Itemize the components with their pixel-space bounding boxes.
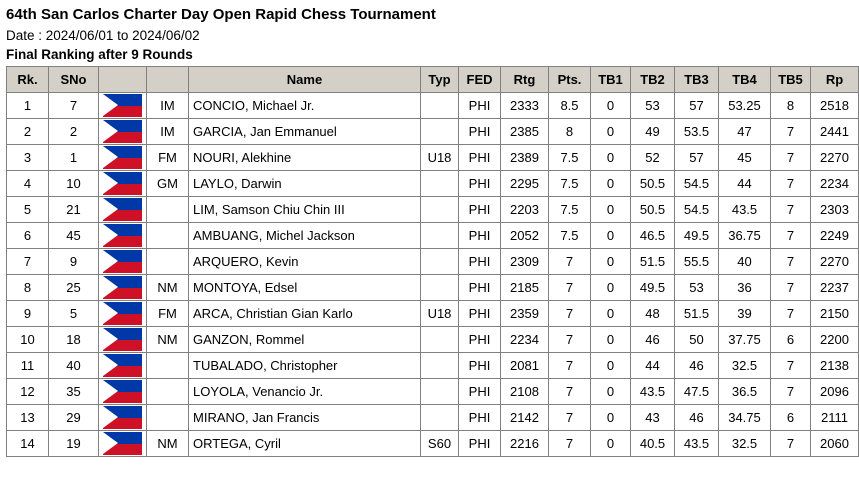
cell-pts: 7.5 xyxy=(549,171,591,197)
cell-tb3: 54.5 xyxy=(675,197,719,223)
philippines-flag xyxy=(99,431,147,457)
table-row xyxy=(7,379,859,405)
cell-fed: PHI xyxy=(459,249,501,275)
column-header-tb5[interactable]: TB5 xyxy=(771,67,811,93)
cell-tb5: 7 xyxy=(771,275,811,301)
cell-sno: 40 xyxy=(49,353,99,379)
cell-rp: 2303 xyxy=(811,197,859,223)
table-row xyxy=(7,119,859,145)
cell-tb4: 40 xyxy=(719,249,771,275)
cell-pts: 7 xyxy=(549,405,591,431)
cell-tb1: 0 xyxy=(591,171,631,197)
final-ranking-table xyxy=(6,66,859,457)
cell-tb1: 0 xyxy=(591,145,631,171)
cell-typ xyxy=(421,405,459,431)
cell-rtg: 2142 xyxy=(501,405,549,431)
cell-typ xyxy=(421,249,459,275)
philippines-flag xyxy=(99,405,147,431)
cell-fed: PHI xyxy=(459,379,501,405)
cell-rk: 14 xyxy=(7,431,49,457)
cell-sno: 10 xyxy=(49,171,99,197)
column-header-tb3[interactable]: TB3 xyxy=(675,67,719,93)
cell-tb5: 7 xyxy=(771,145,811,171)
cell-tb3: 49.5 xyxy=(675,223,719,249)
cell-rp: 2270 xyxy=(811,249,859,275)
cell-pts: 7 xyxy=(549,249,591,275)
table-row xyxy=(7,223,859,249)
column-header-flag xyxy=(99,67,147,93)
philippines-flag xyxy=(99,327,147,353)
column-header-rk[interactable]: Rk. xyxy=(7,67,49,93)
cell-rtg: 2389 xyxy=(501,145,549,171)
cell-sno: 7 xyxy=(49,93,99,119)
cell-rp: 2150 xyxy=(811,301,859,327)
table-row xyxy=(7,301,859,327)
cell-sno: 2 xyxy=(49,119,99,145)
cell-typ: U18 xyxy=(421,301,459,327)
cell-tb1: 0 xyxy=(591,275,631,301)
cell-rk: 10 xyxy=(7,327,49,353)
cell-typ xyxy=(421,327,459,353)
cell-name: NOURI, Alekhine xyxy=(189,145,421,171)
cell-rp: 2200 xyxy=(811,327,859,353)
cell-tb4: 34.75 xyxy=(719,405,771,431)
cell-tb3: 51.5 xyxy=(675,301,719,327)
cell-name: LIM, Samson Chiu Chin III xyxy=(189,197,421,223)
cell-rk: 11 xyxy=(7,353,49,379)
cell-fed: PHI xyxy=(459,171,501,197)
cell-tb1: 0 xyxy=(591,327,631,353)
cell-typ xyxy=(421,223,459,249)
cell-typ xyxy=(421,379,459,405)
cell-sno: 29 xyxy=(49,405,99,431)
cell-pts: 7 xyxy=(549,327,591,353)
cell-title: FM xyxy=(147,301,189,327)
cell-tb5: 7 xyxy=(771,171,811,197)
cell-tb1: 0 xyxy=(591,301,631,327)
cell-rk: 1 xyxy=(7,93,49,119)
column-header-tb4[interactable]: TB4 xyxy=(719,67,771,93)
cell-tb5: 7 xyxy=(771,353,811,379)
cell-rk: 3 xyxy=(7,145,49,171)
cell-typ xyxy=(421,275,459,301)
tournament-date: Date : 2024/06/01 to 2024/06/02 xyxy=(6,28,200,43)
cell-rp: 2518 xyxy=(811,93,859,119)
philippines-flag xyxy=(99,93,147,119)
cell-title: IM xyxy=(147,119,189,145)
cell-name: LAYLO, Darwin xyxy=(189,171,421,197)
cell-fed: PHI xyxy=(459,119,501,145)
column-header-tb1[interactable]: TB1 xyxy=(591,67,631,93)
table-row xyxy=(7,327,859,353)
column-header-tb2[interactable]: TB2 xyxy=(631,67,675,93)
cell-title xyxy=(147,249,189,275)
cell-name: GARCIA, Jan Emmanuel xyxy=(189,119,421,145)
philippines-flag xyxy=(99,145,147,171)
cell-rk: 7 xyxy=(7,249,49,275)
cell-name: ARCA, Christian Gian Karlo xyxy=(189,301,421,327)
cell-title: FM xyxy=(147,145,189,171)
table-row xyxy=(7,93,859,119)
cell-rk: 2 xyxy=(7,119,49,145)
cell-fed: PHI xyxy=(459,223,501,249)
table-row xyxy=(7,171,859,197)
cell-tb4: 44 xyxy=(719,171,771,197)
cell-rp: 2060 xyxy=(811,431,859,457)
column-header-rtg[interactable]: Rtg xyxy=(501,67,549,93)
cell-tb4: 36.5 xyxy=(719,379,771,405)
cell-tb4: 43.5 xyxy=(719,197,771,223)
cell-tb2: 44 xyxy=(631,353,675,379)
column-header-typ[interactable]: Typ xyxy=(421,67,459,93)
cell-tb1: 0 xyxy=(591,431,631,457)
cell-tb5: 6 xyxy=(771,405,811,431)
cell-tb4: 32.5 xyxy=(719,353,771,379)
cell-title xyxy=(147,405,189,431)
cell-rk: 4 xyxy=(7,171,49,197)
cell-tb3: 53.5 xyxy=(675,119,719,145)
page-title: 64th San Carlos Charter Day Open Rapid Chess Tournament xyxy=(6,6,436,23)
cell-pts: 7 xyxy=(549,379,591,405)
cell-rk: 9 xyxy=(7,301,49,327)
cell-title: NM xyxy=(147,275,189,301)
cell-tb2: 53 xyxy=(631,93,675,119)
cell-fed: PHI xyxy=(459,405,501,431)
philippines-flag xyxy=(99,353,147,379)
cell-tb4: 39 xyxy=(719,301,771,327)
cell-title: GM xyxy=(147,171,189,197)
cell-rk: 6 xyxy=(7,223,49,249)
cell-fed: PHI xyxy=(459,93,501,119)
cell-rp: 2234 xyxy=(811,171,859,197)
philippines-flag xyxy=(99,301,147,327)
cell-tb1: 0 xyxy=(591,405,631,431)
philippines-flag xyxy=(99,249,147,275)
cell-tb4: 45 xyxy=(719,145,771,171)
cell-name: LOYOLA, Venancio Jr. xyxy=(189,379,421,405)
cell-tb2: 43.5 xyxy=(631,379,675,405)
table-row xyxy=(7,431,859,457)
cell-tb5: 7 xyxy=(771,431,811,457)
cell-tb1: 0 xyxy=(591,119,631,145)
column-header-title xyxy=(147,67,189,93)
cell-rtg: 2234 xyxy=(501,327,549,353)
cell-rk: 8 xyxy=(7,275,49,301)
cell-tb4: 53.25 xyxy=(719,93,771,119)
table-row xyxy=(7,249,859,275)
cell-rp: 2249 xyxy=(811,223,859,249)
cell-tb3: 57 xyxy=(675,93,719,119)
philippines-flag xyxy=(99,197,147,223)
cell-tb2: 49.5 xyxy=(631,275,675,301)
philippines-flag xyxy=(99,223,147,249)
cell-tb4: 47 xyxy=(719,119,771,145)
cell-tb2: 50.5 xyxy=(631,197,675,223)
cell-title: NM xyxy=(147,431,189,457)
cell-tb5: 7 xyxy=(771,379,811,405)
cell-typ xyxy=(421,119,459,145)
cell-rp: 2270 xyxy=(811,145,859,171)
cell-fed: PHI xyxy=(459,197,501,223)
cell-pts: 7 xyxy=(549,353,591,379)
table-row xyxy=(7,145,859,171)
cell-tb5: 7 xyxy=(771,119,811,145)
cell-rtg: 2385 xyxy=(501,119,549,145)
cell-rp: 2441 xyxy=(811,119,859,145)
table-row xyxy=(7,353,859,379)
cell-name: ARQUERO, Kevin xyxy=(189,249,421,275)
cell-pts: 7 xyxy=(549,301,591,327)
cell-tb2: 46.5 xyxy=(631,223,675,249)
cell-pts: 7.5 xyxy=(549,145,591,171)
cell-rp: 2096 xyxy=(811,379,859,405)
cell-sno: 9 xyxy=(49,249,99,275)
cell-name: GANZON, Rommel xyxy=(189,327,421,353)
cell-sno: 18 xyxy=(49,327,99,353)
cell-name: CONCIO, Michael Jr. xyxy=(189,93,421,119)
cell-title: IM xyxy=(147,93,189,119)
cell-sno: 25 xyxy=(49,275,99,301)
cell-pts: 7 xyxy=(549,275,591,301)
cell-tb5: 6 xyxy=(771,327,811,353)
cell-tb2: 50.5 xyxy=(631,171,675,197)
cell-pts: 7.5 xyxy=(549,197,591,223)
cell-title xyxy=(147,379,189,405)
cell-sno: 35 xyxy=(49,379,99,405)
cell-tb4: 36 xyxy=(719,275,771,301)
cell-tb5: 8 xyxy=(771,93,811,119)
cell-tb1: 0 xyxy=(591,379,631,405)
cell-rk: 12 xyxy=(7,379,49,405)
cell-tb3: 47.5 xyxy=(675,379,719,405)
cell-rtg: 2216 xyxy=(501,431,549,457)
cell-tb3: 46 xyxy=(675,353,719,379)
philippines-flag xyxy=(99,119,147,145)
cell-fed: PHI xyxy=(459,145,501,171)
cell-fed: PHI xyxy=(459,275,501,301)
cell-name: TUBALADO, Christopher xyxy=(189,353,421,379)
table-row xyxy=(7,405,859,431)
cell-tb3: 55.5 xyxy=(675,249,719,275)
cell-name: MIRANO, Jan Francis xyxy=(189,405,421,431)
column-header-fed[interactable]: FED xyxy=(459,67,501,93)
cell-name: AMBUANG, Michel Jackson xyxy=(189,223,421,249)
cell-typ xyxy=(421,171,459,197)
column-header-rp[interactable]: Rp xyxy=(811,67,859,93)
cell-tb1: 0 xyxy=(591,197,631,223)
cell-tb3: 50 xyxy=(675,327,719,353)
cell-tb3: 57 xyxy=(675,145,719,171)
cell-fed: PHI xyxy=(459,327,501,353)
cell-rtg: 2295 xyxy=(501,171,549,197)
cell-tb1: 0 xyxy=(591,93,631,119)
cell-tb2: 46 xyxy=(631,327,675,353)
cell-typ xyxy=(421,353,459,379)
cell-title: NM xyxy=(147,327,189,353)
cell-rtg: 2203 xyxy=(501,197,549,223)
cell-name: ORTEGA, Cyril xyxy=(189,431,421,457)
cell-rtg: 2108 xyxy=(501,379,549,405)
cell-sno: 19 xyxy=(49,431,99,457)
cell-pts: 8.5 xyxy=(549,93,591,119)
cell-rp: 2111 xyxy=(811,405,859,431)
cell-rtg: 2185 xyxy=(501,275,549,301)
cell-tb2: 40.5 xyxy=(631,431,675,457)
cell-fed: PHI xyxy=(459,301,501,327)
cell-rp: 2237 xyxy=(811,275,859,301)
cell-tb3: 54.5 xyxy=(675,171,719,197)
cell-typ xyxy=(421,197,459,223)
cell-pts: 7.5 xyxy=(549,223,591,249)
cell-sno: 21 xyxy=(49,197,99,223)
cell-fed: PHI xyxy=(459,431,501,457)
cell-typ: U18 xyxy=(421,145,459,171)
cell-sno: 45 xyxy=(49,223,99,249)
cell-tb5: 7 xyxy=(771,223,811,249)
cell-rk: 5 xyxy=(7,197,49,223)
cell-title xyxy=(147,223,189,249)
cell-tb3: 46 xyxy=(675,405,719,431)
cell-tb2: 49 xyxy=(631,119,675,145)
table-row xyxy=(7,197,859,223)
cell-tb1: 0 xyxy=(591,353,631,379)
cell-sno: 5 xyxy=(49,301,99,327)
column-header-name[interactable]: Name xyxy=(189,67,421,93)
cell-tb1: 0 xyxy=(591,223,631,249)
cell-title xyxy=(147,197,189,223)
cell-fed: PHI xyxy=(459,353,501,379)
cell-tb2: 43 xyxy=(631,405,675,431)
cell-rk: 13 xyxy=(7,405,49,431)
ranking-subtitle: Final Ranking after 9 Rounds xyxy=(6,47,193,62)
cell-sno: 1 xyxy=(49,145,99,171)
cell-tb1: 0 xyxy=(591,249,631,275)
cell-name: MONTOYA, Edsel xyxy=(189,275,421,301)
column-header-pts[interactable]: Pts. xyxy=(549,67,591,93)
philippines-flag xyxy=(99,275,147,301)
cell-tb4: 36.75 xyxy=(719,223,771,249)
cell-pts: 7 xyxy=(549,431,591,457)
cell-tb5: 7 xyxy=(771,249,811,275)
table-row xyxy=(7,275,859,301)
cell-typ xyxy=(421,93,459,119)
cell-tb2: 52 xyxy=(631,145,675,171)
table-header-row xyxy=(7,67,859,93)
cell-pts: 8 xyxy=(549,119,591,145)
cell-rtg: 2309 xyxy=(501,249,549,275)
cell-tb4: 32.5 xyxy=(719,431,771,457)
column-header-sno[interactable]: SNo xyxy=(49,67,99,93)
philippines-flag xyxy=(99,379,147,405)
cell-rtg: 2333 xyxy=(501,93,549,119)
cell-tb3: 43.5 xyxy=(675,431,719,457)
cell-tb2: 51.5 xyxy=(631,249,675,275)
cell-typ: S60 xyxy=(421,431,459,457)
cell-tb4: 37.75 xyxy=(719,327,771,353)
cell-tb2: 48 xyxy=(631,301,675,327)
philippines-flag xyxy=(99,171,147,197)
cell-rtg: 2052 xyxy=(501,223,549,249)
cell-title xyxy=(147,353,189,379)
cell-tb5: 7 xyxy=(771,197,811,223)
cell-tb5: 7 xyxy=(771,301,811,327)
cell-rp: 2138 xyxy=(811,353,859,379)
cell-tb3: 53 xyxy=(675,275,719,301)
cell-rtg: 2081 xyxy=(501,353,549,379)
cell-rtg: 2359 xyxy=(501,301,549,327)
